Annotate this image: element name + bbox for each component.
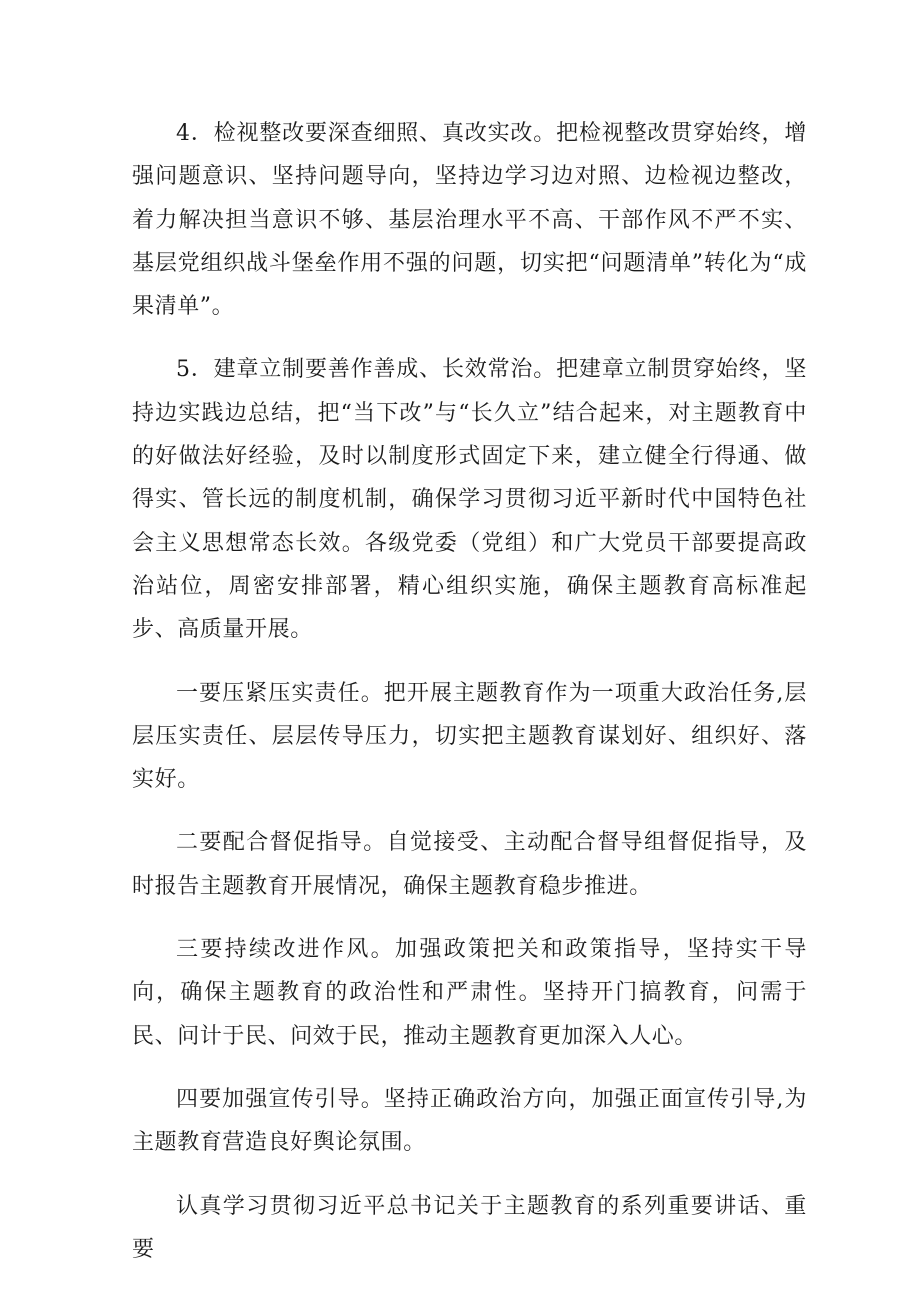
paragraph-requirement-1: 一要压紧压实责任。把开展主题教育作为一项重大政治任务,层层压实责任、层层传导压力，切实把主题教育谋划好、组织好、落实好。 (132, 680, 807, 793)
document-body (132, 112, 807, 1271)
paragraph-requirement-3: 三要持续改进作风。加强政策把关和政策指导，坚持实干导向，确保主题教育的政治性和严肃性。坚持开门搞教育，问需于民、问计于民、问效于民，推动主题教育更加深入人心。 (132, 937, 807, 1049)
paragraph-item-4: 4．检视整改要深查细照、真改实改。把检视整改贯穿始终，增强问题意识、坚持问题导向，坚持边学习边对照、边检视边整改，着力解决担当意识不够、基层治理水平不高、干部作风不严不实、基层党组织战斗堡垒作用不强的问题，切实把“问题清单”转化为“成果清单”。 (132, 121, 807, 320)
paragraph-requirement-2: 二要配合督促指导。自觉接受、主动配合督导组督促指导，及时报告主题教育开展情况，确保主题教育稳步推进。 (132, 830, 807, 899)
paragraph-closing: 认真学习贯彻习近平总书记关于主题教育的系列重要讲话、重要 (132, 1193, 807, 1262)
paragraph-item-5: 5．建章立制要善作善成、长效常治。把建章立制贯穿始终，坚持边实践边总结，把“当下改”与“长久立”结合起来，对主题教育中的好做法好经验，及时以制度形式固定下来，建立健全行得通、做得实、管长远的制度机制，确保学习贯彻习近平新时代中国特色社会主义思想常态长效。各级党委（党组）和广大党员干部要提高政治站位，周密安排部署，精心组织实施，确保主题教育高标准起步、高质量开展。 (132, 357, 807, 643)
paragraph-requirement-4: 四要加强宣传引导。坚持正确政治方向，加强正面宣传引导,为主题教育营造良好舆论氛围。 (132, 1086, 807, 1156)
